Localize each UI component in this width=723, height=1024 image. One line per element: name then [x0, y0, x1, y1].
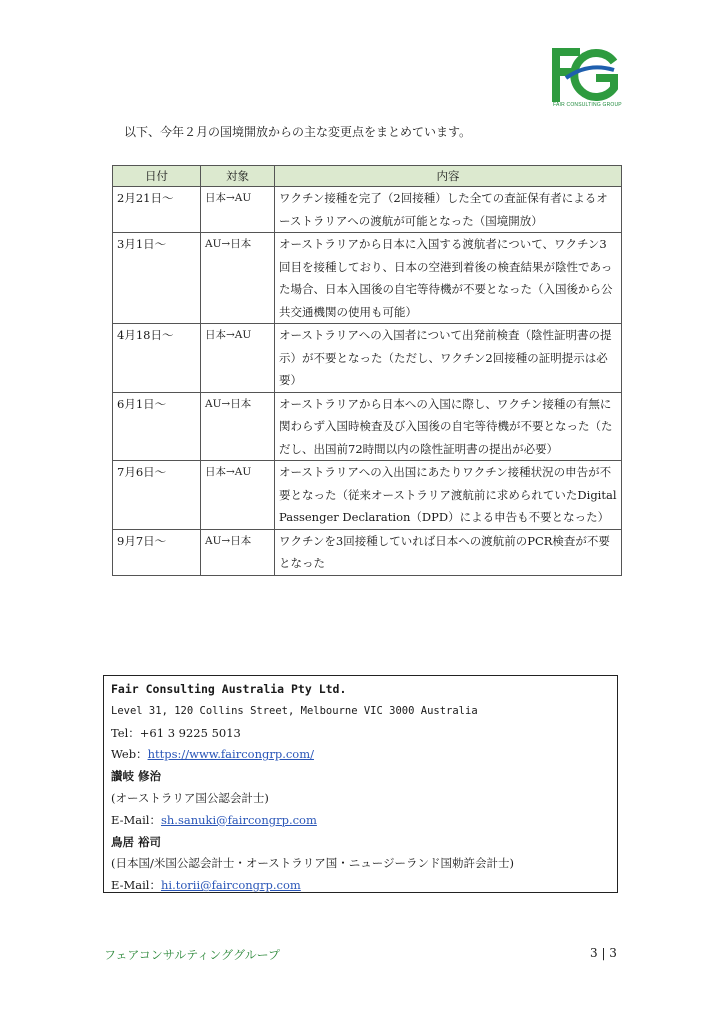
person1-name: 讃岐 修治: [111, 769, 162, 784]
person1-email-line: [111, 810, 610, 832]
header-date: 日付: [113, 166, 201, 187]
logo-subtitle: FAIR CONSULTING GROUP: [553, 102, 622, 108]
changes-table: [112, 165, 622, 576]
row-target: 日本→AU: [201, 324, 275, 393]
footer-brand: フェアコンサルティンググループ: [104, 948, 281, 962]
row-date: 4月18日～: [113, 324, 201, 393]
company-name: Fair Consulting Australia Pty Ltd.: [111, 682, 347, 696]
table-header-row: [113, 166, 622, 187]
header-target: 対象: [201, 166, 275, 187]
row-date: 9月7日～: [113, 529, 201, 575]
row-date: 7月6日～: [113, 461, 201, 530]
person2-email-line: [111, 875, 610, 897]
row-content: ワクチンを3回接種していれば日本への渡航前のPCR検査が不要となった: [275, 529, 622, 575]
row-date: 3月1日～: [113, 233, 201, 324]
website-link[interactable]: https://www.faircongrp.com/: [147, 747, 314, 762]
intro-text: 以下、今年２月の国境開放からの主な変更点をまとめています。: [124, 125, 472, 139]
company-logo: [552, 48, 618, 110]
phone-line: [111, 723, 610, 745]
row-target: AU→日本: [201, 392, 275, 461]
person1-email-link[interactable]: sh.sanuki@faircongrp.com: [160, 812, 317, 827]
table-row: [113, 233, 622, 324]
row-target: 日本→AU: [201, 461, 275, 530]
email-label: E-Mail：: [111, 812, 161, 827]
row-target: AU→日本: [201, 233, 275, 324]
contact-box: [103, 675, 618, 893]
company-address: Level 31, 120 Collins Street, Melbourne VIC 3000 Australia: [111, 704, 478, 717]
tel-label: Tel：: [111, 725, 140, 740]
row-content: オーストラリアへの入国者について出発前検査（陰性証明書の提示）が不要となった（ただし、ワクチン2回接種の証明提示は必要）: [275, 324, 622, 393]
row-content: オーストラリアから日本に入国する渡航者について、ワクチン3回目を接種しており、日本の空港到着後の検査結果が陰性であった場合、日本入国後の自宅等待機が不要となった（入国後から公共交通機関の使用も可能）: [275, 233, 622, 324]
row-date: 2月21日～: [113, 187, 201, 233]
row-date: 6月1日～: [113, 392, 201, 461]
person2-title: (日本国/米国公認会計士・オーストラリア国・ニュージーランド国勅許会計士): [111, 856, 515, 871]
page-number: 3 | 3: [590, 946, 617, 960]
web-label: Web：: [111, 747, 148, 762]
row-content: オーストラリアへの入出国にあたりワクチン接種状況の申告が不要となった（従来オーストラリア渡航前に求められていたDigital Passenger Declaration（DPD）による申告も不要となった）: [275, 461, 622, 530]
fg-logo-mark: [552, 48, 618, 110]
tel-number: +61 3 9225 5013: [139, 725, 241, 740]
table-row: [113, 392, 622, 461]
row-target: 日本→AU: [201, 187, 275, 233]
table-row: [113, 187, 622, 233]
row-content: ワクチン接種を完了（2回接種）した全ての査証保有者によるオーストラリアへの渡航が可能となった（国境開放）: [275, 187, 622, 233]
person2-name: 鳥居 裕司: [111, 834, 162, 849]
person2-email-link[interactable]: hi.torii@faircongrp.com: [160, 878, 301, 893]
row-content: オーストラリアから日本への入国に際し、ワクチン接種の有無に関わらず入国時検査及び入国後の自宅等待機が不要となった（ただし、出国前72時間以内の陰性証明書の提出が必要）: [275, 392, 622, 461]
table-row: [113, 529, 622, 575]
email-label: E-Mail：: [111, 878, 161, 893]
table-row: [113, 324, 622, 393]
person1-title: (オーストラリア国公認会計士): [111, 790, 269, 805]
row-target: AU→日本: [201, 529, 275, 575]
web-line: [111, 744, 610, 766]
table-row: [113, 461, 622, 530]
header-content: 内容: [275, 166, 622, 187]
